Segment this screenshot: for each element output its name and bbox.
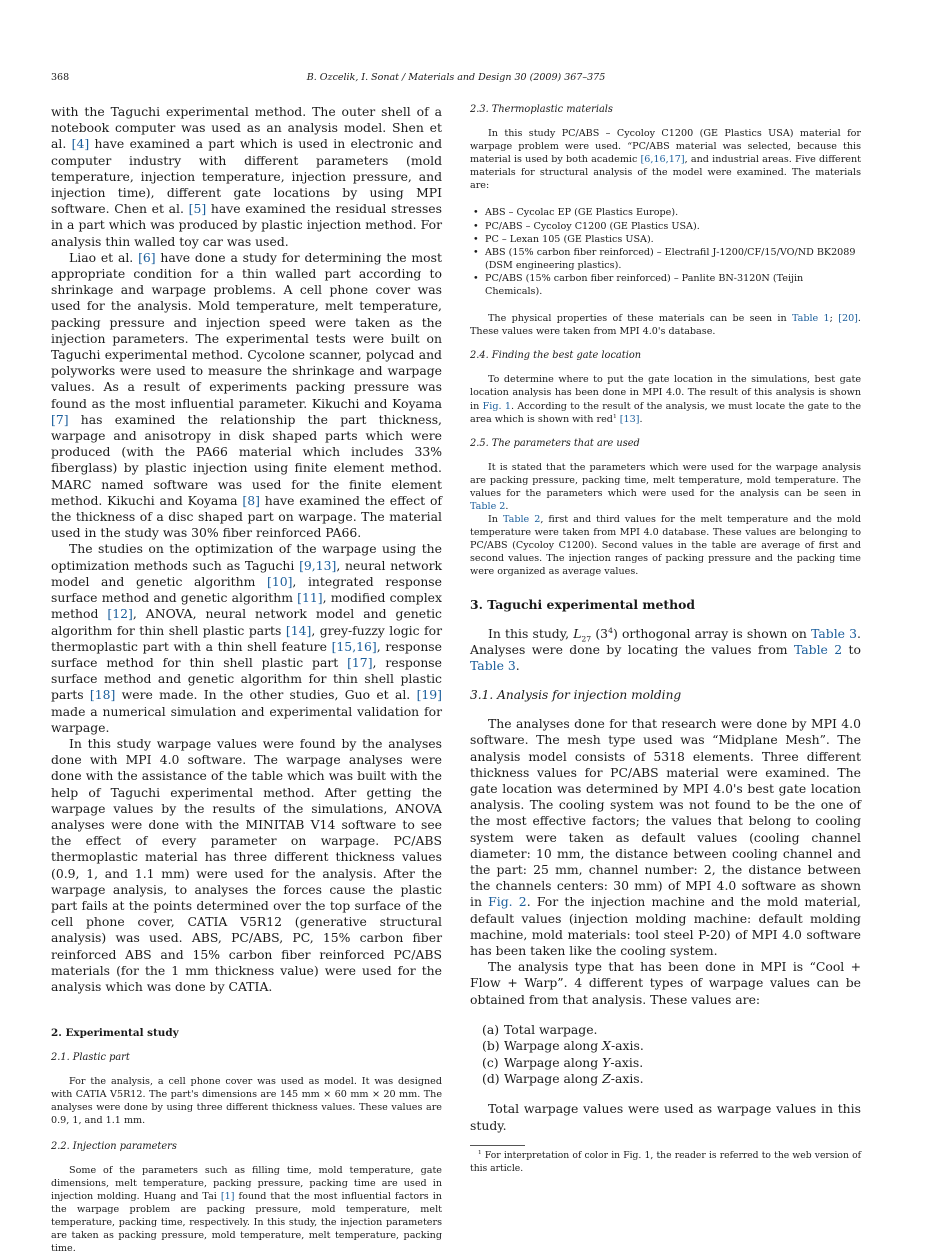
right-column <box>470 104 861 1134</box>
citation-link[interactable]: [6,16,17] <box>640 154 685 166</box>
table-link[interactable]: Table 2 <box>470 500 506 512</box>
paragraph: In this study, $L_{27}$ $(3^4)$ orthogonal array is shown on Table 3. Analyses were done by locating the values from Table 2 to Table 3. <box>470 625 861 673</box>
citation-link[interactable]: [5] <box>188 201 207 217</box>
footnote-area <box>470 1145 861 1175</box>
paragraph: Liao et al. [6] have done a study for determining the most appropriate condition for a thin walled part according to shrinkage and warpage problems. A cell phone cover was used for the analysis. Mold temperature, melt temperature, packing pressure and injection speed were taken as the injection parameters. The experimental tests were built on Taguchi experimental method. Cycolone scanner, polycad and polyworks were used to measure the shrinkage and warpage values. As a result of experiments packing pressure was found as the most influential parameter. Kikuchi and Koyama [7] has examined the relationship the part thickness, warpage and anisotropy in disk shaped parts which were produced (with the PA66 material which includes 33% fiberglass) by plastic injection using finite element method. MARC named software was used for the finite element method. Kikuchi and Koyama [8] have examined the effect of the thickness of a disc shaped part on warpage. The material used in the study was 30% fiber reinforced PA66. <box>51 249 442 541</box>
table-link[interactable]: Table 2 <box>793 641 843 657</box>
citation-link[interactable]: [11] <box>297 590 323 606</box>
table-link[interactable]: Table 3 <box>811 625 858 641</box>
list-item: • ABS (15% carbon fiber reinforced) – Electrafil J-1200/CF/15/VO/ND BK2089 (DSM engineering plastics). <box>473 246 856 271</box>
citation-link[interactable]: [9,13] <box>299 557 337 573</box>
citation-link[interactable]: [18] <box>89 687 116 703</box>
citation-link[interactable]: [14] <box>285 622 312 638</box>
footnote: $^1$ For interpretation of color in Fig. 1, the reader is referred to the web version of this article. <box>470 1149 862 1174</box>
page-header <box>51 72 861 86</box>
materials-list <box>470 206 861 298</box>
warpage-types-list <box>470 1022 861 1088</box>
paragraph: with the Taguchi experimental method. The outer shell of a notebook computer was used as an analysis model. Shen et al. [4] have examined a part which is used in electronic and computer industry with different parameters (mold temperature, injection temperature, injection pressure, and injection time), different gate locations by using MPI software. Chen et al. [5] have examined the residual stresses in a part which was produced by plastic injection method. For analysis thin walled toy car was used. <box>51 104 443 249</box>
figure-link[interactable]: Fig. 2 <box>488 894 527 910</box>
citation-link[interactable]: [13] <box>619 413 640 425</box>
citation-link[interactable]: [19] <box>416 687 442 703</box>
list-item: (a) Total warpage. <box>482 1021 598 1037</box>
bullet-icon: • <box>473 207 479 219</box>
page-number: 368 <box>51 72 70 83</box>
paragraph: In this study PC/ABS – Cycoloy C1200 (GE Plastics USA) material for warpage problem were used. “PC/ABS material was selected, because this material is used by both academic [6,16,17], and industrial areas. Five different materials for structural analysis of the model were examined. The materials are: <box>470 128 861 192</box>
paragraph: In this study warpage values were found by the analyses done with MPI 4.0 software. The warpage analyses were done with the assistance of the table which was built with the help of Taguchi experimental method. After getting the warpage values by the results of the simulations, ANOVA analyses were done with the MINITAB V14 software to see the effect of every parameter on warpage. PC/ABS thermoplastic material has three different thickness values (0.9, 1, and 1.1 mm) were used for the analysis. After the warpage analysis, to analyses the forces cause the plastic part fails at the points determined over the top surface of the cell phone cover, CATIA V5R12 (generative structural analysis) was used. ABS, PC/ABS, PC, 15% carbon fiber reinforced ABS and 15% carbon fiber reinforced PC/ABS materials (for the 1 mm thickness value) were used for the analysis which was done by CATIA. <box>51 735 442 994</box>
paragraph: The analysis type that has been done in MPI is “Cool + Flow + Warp”. 4 different types of warpage values can be obtained from that analysis. These values are: <box>470 959 861 1007</box>
paragraph: It is stated that the parameters which were used for the warpage analysis are packing pressure, packing time, melt temperature, mold temperature. The values for the parameters which were used for the analysis can be seen in Table 2. <box>470 461 861 512</box>
list-item: • PC – Lexan 105 (GE Plastics USA). <box>473 233 654 245</box>
left-column <box>51 104 442 1255</box>
citation-link[interactable]: [8] <box>242 492 260 508</box>
citation-link[interactable]: [1] <box>220 1190 235 1202</box>
footnote-divider <box>470 1145 525 1146</box>
bullet-icon: • <box>473 233 479 245</box>
bullet-icon: • <box>473 246 479 258</box>
paragraph: In Table 2, first and third values for the melt temperature and the mold temperature were taken from MPI 4.0 database. These values are belonging to PC/ABS (Cycoloy C1200). Second values in the table are average of first and second values. The injection ranges of packing pressure and the packing time were organized as average values. <box>470 514 861 578</box>
list-item: • ABS – Cycolac EP (GE Plastics Europe). <box>473 207 679 219</box>
table-link[interactable]: Table 2 <box>502 514 541 526</box>
footnote-marker: 1 <box>612 412 617 420</box>
bullet-icon: • <box>473 220 479 232</box>
paragraph: To determine where to put the gate location in the simulations, best gate location analysis has been done in MPI 4.0. The result of this analysis is shown in Fig. 1. According to the result of the analysis, we must locate the gate to the area which is shown with red$^1$ [13]. <box>470 374 861 425</box>
bullet-icon: • <box>473 272 479 284</box>
citation-link[interactable]: [7] <box>51 411 69 427</box>
paragraph: Total warpage values were used as warpage values in this study. <box>470 1101 861 1133</box>
citation-link[interactable]: [20] <box>838 313 858 325</box>
footnote-marker: 1 <box>478 1149 482 1156</box>
subsection-heading: 2.3. Thermoplastic materials <box>470 104 613 115</box>
citation-link[interactable]: [4] <box>71 136 90 152</box>
citation-link[interactable]: [6] <box>138 249 156 265</box>
subsection-heading: 2.5. The parameters that are used <box>470 437 640 449</box>
paragraph: For the analysis, a cell phone cover was used as model. It was designed with CATIA V5R12. The part's dimensions are 145 mm × 60 mm × 20 mm. The analyses were done by using three different thickness values. These values are 0.9, 1, and 1.1 mm. <box>51 1076 442 1127</box>
subsection-heading: 2.4. Finding the best gate location <box>470 350 642 362</box>
list-item: (b) Warpage along X-axis. <box>482 1038 644 1054</box>
paragraph: Some of the parameters such as filling time, mold temperature, gate dimensions, melt temperature, packing pressure, packing time are used in injection molding. Huang and Tai [1] found that the most influential factors in the warpage problem are packing pressure, mold temperature, melt temperature, packing time, respectively. In this study, the injection parameters are taken as packing pressure, mold temperature, melt temperature, packing time. <box>51 1164 442 1255</box>
table-link[interactable]: Table 3 <box>470 657 516 673</box>
section-heading: 3. Taguchi experimental method <box>470 596 696 612</box>
table-link[interactable]: Table 1 <box>791 313 830 325</box>
list-item: (c) Warpage along Y-axis. <box>482 1054 644 1070</box>
citation-link[interactable]: [15,16] <box>331 638 377 654</box>
citation-link[interactable]: [10] <box>266 573 293 589</box>
paragraph: The analyses done for that research were done by MPI 4.0 software. The mesh type used was “Midplane Mesh”. The analysis model consists of 5318 elements. Three different thickness values for PC/ABS material were examined. The gate location was determined by MPI 4.0's best gate location analysis. The cooling system was not found to be the one of the most effective factors; the values that belong to cooling system were taken as default values (cooling channel diameter: 10 mm, the distance between cooling channel and the part: 25 mm, channel number: 2, the distance between the channels centers: 30 mm) of MPI 4.0 software as shown in Fig. 2. For the injection machine and the mold material, default values (injection molding machine: default molding machine, mold materials: tool steel P-20) of MPI 4.0 software has been taken like the cooling system. <box>470 716 861 958</box>
list-item: • PC/ABS (15% carbon fiber reinforced) – Panlite BN-3120N (Teijin Chemicals). <box>473 272 804 298</box>
list-item: • PC/ABS – Cycoloy C1200 (GE Plastics USA). <box>473 220 700 232</box>
paragraph: The physical properties of these materials can be seen in Table 1; [20]. These values were taken from MPI 4.0's database. <box>470 313 861 338</box>
subsection-heading: 3.1. Analysis for injection molding <box>470 688 682 703</box>
list-item: (d) Warpage along Z-axis. <box>482 1071 644 1087</box>
figure-link[interactable]: Fig. 1 <box>482 400 511 412</box>
section-heading: 2. Experimental study <box>51 1027 179 1040</box>
subsection-heading: 2.2. Injection parameters <box>51 1140 177 1152</box>
subsection-heading: 2.1. Plastic part <box>51 1052 130 1064</box>
paragraph: The studies on the optimization of the warpage using the optimization methods such as Taguchi [9,13], neural network model and genetic algorithm [10], integrated response surface method and genetic algorithm [11], modified complex method [12], ANOVA, neural network model and genetic algorithm for thin shell plastic parts [14], grey-fuzzy logic for thermoplastic part with a thin shell feature [15,16], response surface method for thin shell plastic part [17], response surface method and genetic algorithm for thin shell plastic parts [18] were made. In the other studies, Guo et al. [19] made a numerical simulation and experimental validation for warpage. <box>51 541 442 735</box>
citation-link[interactable]: [12] <box>107 606 133 622</box>
citation-link[interactable]: [17] <box>347 654 373 670</box>
running-title: B. Ozcelik, I. Sonat / Materials and Design 30 (2009) 367–375 <box>306 72 606 83</box>
